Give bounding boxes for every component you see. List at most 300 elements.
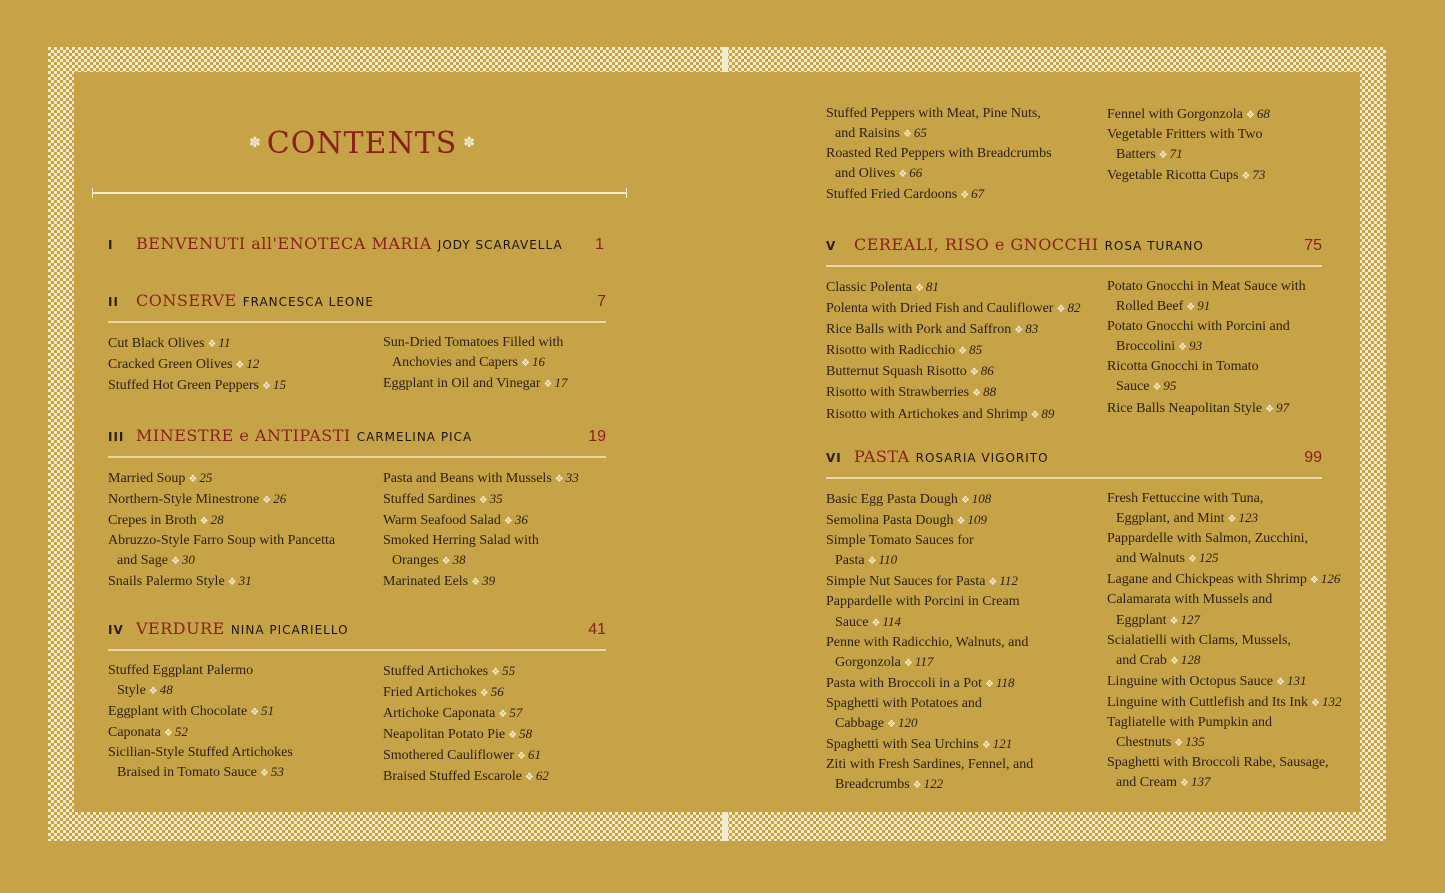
recipe-title-line2: and Crab bbox=[1116, 652, 1167, 668]
recipe-title: Risotto with Strawberries bbox=[826, 385, 970, 401]
recipe-entry[interactable] bbox=[383, 489, 603, 510]
recipe-page: 35 bbox=[489, 491, 503, 507]
recipe-entry[interactable] bbox=[383, 724, 603, 745]
bullet-ornament-icon: ❖ bbox=[517, 751, 526, 763]
recipe-page: 51 bbox=[261, 703, 275, 719]
recipe-entry[interactable] bbox=[826, 755, 1107, 795]
recipe-entry[interactable] bbox=[1107, 277, 1327, 317]
recipe-title-continued bbox=[826, 774, 1107, 795]
bullet-ornament-icon: ❖ bbox=[886, 719, 896, 731]
recipe-page: 61 bbox=[528, 747, 541, 763]
recipe-page: 86 bbox=[980, 363, 994, 379]
recipe-page: 123 bbox=[1238, 510, 1258, 526]
recipe-entry[interactable] bbox=[826, 404, 1107, 425]
recipe-page: 36 bbox=[514, 512, 528, 528]
recipe-title: Braised Stuffed Escarole bbox=[383, 769, 522, 785]
chapter-number: IV bbox=[108, 623, 124, 637]
recipe-title-continued bbox=[1107, 144, 1327, 165]
bullet-ornament-icon: ❖ bbox=[250, 707, 260, 719]
recipe-entry[interactable] bbox=[826, 694, 1107, 734]
recipe-title: Stuffed Fried Cardoons bbox=[826, 187, 958, 203]
recipe-title: Risotto with Radicchio bbox=[826, 343, 956, 359]
bullet-ornament-icon: ❖ bbox=[1014, 325, 1024, 337]
bullet-ornament-icon: ❖ bbox=[1227, 514, 1237, 526]
bullet-ornament-icon: ❖ bbox=[491, 667, 501, 678]
recipe-page: 93 bbox=[1189, 338, 1203, 354]
recipe-entry[interactable] bbox=[826, 184, 1107, 205]
recipe-page: 126 bbox=[1320, 571, 1341, 587]
recipe-page: 95 bbox=[1163, 378, 1177, 394]
recipe-title: Potato Gnocchi in Meat Sauce with bbox=[1107, 279, 1306, 294]
recipe-page: 82 bbox=[1067, 300, 1081, 316]
recipe-title: Pappardelle with Salmon, Zucchini, bbox=[1107, 531, 1309, 547]
recipe-entry[interactable] bbox=[108, 333, 383, 354]
recipe-entry[interactable] bbox=[383, 468, 603, 489]
recipe-entry[interactable] bbox=[108, 375, 383, 396]
leaf-ornament-icon: ✽ bbox=[249, 135, 261, 151]
bullet-ornament-icon: ❖ bbox=[163, 728, 173, 740]
chapter-author: NINA PICARIELLO bbox=[230, 623, 349, 637]
bullet-ornament-icon: ❖ bbox=[1241, 171, 1251, 183]
recipe-page: 135 bbox=[1185, 734, 1205, 750]
recipe-entry[interactable] bbox=[826, 382, 1107, 403]
recipe-entry[interactable] bbox=[826, 298, 1107, 319]
recipe-title-line2: and Cream bbox=[1116, 775, 1178, 791]
chapter-name: CEREALI, RISO e GNOCCHI bbox=[854, 235, 1099, 254]
recipe-entry[interactable] bbox=[1107, 398, 1327, 419]
bullet-ornament-icon: ❖ bbox=[1056, 304, 1066, 316]
bullet-ornament-icon: ❖ bbox=[520, 358, 530, 370]
recipe-title: Artichoke Caponata bbox=[383, 706, 496, 722]
recipe-list-verdure bbox=[108, 661, 603, 788]
recipe-page: 33 bbox=[565, 470, 579, 485]
recipe-title: Linguine with Cuttlefish and Its Ink bbox=[1107, 694, 1309, 710]
recipe-title: Stuffed Hot Green Peppers bbox=[108, 378, 259, 394]
recipe-title: Ziti with Fresh Sardines, Fennel, and bbox=[826, 757, 1034, 773]
recipe-page: 112 bbox=[999, 573, 1018, 589]
recipe-entry[interactable] bbox=[383, 661, 603, 682]
recipe-title: Caponata bbox=[108, 725, 161, 741]
recipe-entry[interactable] bbox=[383, 703, 603, 724]
bullet-ornament-icon: ❖ bbox=[1311, 697, 1320, 709]
bullet-ornament-icon: ❖ bbox=[235, 360, 245, 372]
recipe-title-continued bbox=[1107, 732, 1345, 753]
recipe-title: Pasta and Beans with Mussels bbox=[383, 471, 552, 486]
recipe-entry[interactable] bbox=[1107, 671, 1345, 692]
recipe-title-continued bbox=[1107, 296, 1327, 317]
bullet-ornament-icon: ❖ bbox=[867, 556, 877, 568]
recipe-title-line2: and Walnuts bbox=[1116, 551, 1185, 567]
recipe-page: 120 bbox=[897, 715, 918, 731]
chapter-name: MINESTRE e ANTIPASTI bbox=[136, 426, 351, 445]
bullet-ornament-icon: ❖ bbox=[441, 556, 451, 568]
bullet-ornament-icon: ❖ bbox=[956, 516, 966, 528]
recipe-entry[interactable] bbox=[826, 361, 1107, 382]
recipe-entry[interactable] bbox=[1107, 692, 1345, 713]
recipe-title: Potato Gnocchi with Porcini and bbox=[1107, 319, 1290, 335]
bullet-ornament-icon: ❖ bbox=[199, 516, 209, 528]
recipe-entry[interactable] bbox=[383, 510, 603, 531]
recipe-entry[interactable] bbox=[1107, 713, 1345, 753]
recipe-title: Ricotta Gnocchi in Tomato bbox=[1107, 359, 1259, 375]
recipe-page: 97 bbox=[1276, 399, 1290, 415]
recipe-title-line2: Anchovies and Capers bbox=[392, 355, 518, 371]
recipe-page: 132 bbox=[1322, 693, 1342, 709]
recipe-title: Polenta with Dried Fish and Cauliflower bbox=[826, 301, 1054, 317]
bullet-ornament-icon: ❖ bbox=[170, 556, 180, 568]
recipe-entry[interactable] bbox=[1107, 357, 1327, 397]
chapter-1[interactable] bbox=[108, 234, 604, 256]
recipe-page: 83 bbox=[1025, 321, 1039, 337]
recipe-list-minestre bbox=[108, 468, 603, 593]
chapter-number: I bbox=[108, 238, 114, 252]
bullet-ornament-icon: ❖ bbox=[958, 346, 968, 358]
bullet-ornament-icon: ❖ bbox=[902, 129, 912, 141]
recipe-page: 118 bbox=[995, 674, 1015, 690]
recipe-entry[interactable] bbox=[826, 592, 1107, 632]
recipe-entry[interactable] bbox=[826, 277, 1107, 298]
recipe-title: Rice Balls with Pork and Saffron bbox=[826, 322, 1012, 338]
recipe-entry[interactable] bbox=[108, 489, 383, 510]
chapter-page: 99 bbox=[1304, 449, 1322, 466]
chapter-page: 75 bbox=[1304, 237, 1322, 254]
bullet-ornament-icon: ❖ bbox=[503, 516, 513, 528]
bullet-ornament-icon: ❖ bbox=[148, 686, 158, 698]
recipe-title-continued bbox=[826, 612, 1107, 633]
contents-heading bbox=[249, 118, 475, 168]
chapter-page: 19 bbox=[588, 428, 606, 445]
recipe-entry[interactable] bbox=[1107, 317, 1327, 357]
bullet-ornament-icon: ❖ bbox=[960, 190, 970, 202]
recipe-title-line2: Cabbage bbox=[835, 716, 884, 732]
recipe-entry[interactable] bbox=[1107, 165, 1327, 186]
recipe-title: Northern-Style Minestrone bbox=[108, 492, 260, 508]
recipe-title-continued bbox=[826, 163, 1107, 184]
recipe-entry[interactable] bbox=[383, 682, 603, 703]
recipe-title: Simple Nut Sauces for Pasta bbox=[826, 574, 986, 590]
recipe-title-line2: Broccolini bbox=[1116, 339, 1176, 355]
recipe-title-line2: Braised in Tomato Sauce bbox=[117, 765, 257, 781]
recipe-page: 122 bbox=[923, 776, 944, 792]
bullet-ornament-icon: ❖ bbox=[914, 283, 924, 294]
bullet-ornament-icon: ❖ bbox=[1169, 655, 1179, 667]
recipe-title: Risotto with Artichokes and Shrimp bbox=[826, 406, 1028, 422]
bullet-ornament-icon: ❖ bbox=[1169, 615, 1179, 627]
bullet-ornament-icon: ❖ bbox=[1174, 738, 1184, 750]
recipe-entry[interactable] bbox=[826, 734, 1107, 755]
chapter-rule bbox=[108, 649, 606, 651]
recipe-page: 65 bbox=[913, 125, 927, 141]
recipe-entry[interactable] bbox=[826, 104, 1107, 144]
recipe-title: Pasta with Broccoli in a Pot bbox=[826, 675, 982, 691]
bullet-ornament-icon: ❖ bbox=[912, 780, 922, 792]
recipe-title-line2: Pasta bbox=[835, 553, 865, 569]
gutter-bottom bbox=[722, 812, 728, 841]
chapter-author: ROSA TURANO bbox=[1104, 239, 1204, 253]
recipe-entry[interactable] bbox=[826, 510, 1107, 531]
recipe-page: 26 bbox=[273, 491, 287, 507]
recipe-title: Fried Artichokes bbox=[383, 685, 477, 701]
recipe-page: 128 bbox=[1180, 651, 1201, 667]
recipe-entry[interactable] bbox=[826, 633, 1107, 673]
recipe-page: 109 bbox=[967, 512, 988, 528]
chapter-6[interactable] bbox=[826, 447, 1322, 479]
recipe-page: 11 bbox=[218, 335, 231, 350]
bullet-ornament-icon: ❖ bbox=[524, 772, 534, 784]
recipe-page: 53 bbox=[270, 764, 284, 780]
recipe-title: Rice Balls Neapolitan Style bbox=[1107, 400, 1263, 416]
recipe-page: 16 bbox=[531, 354, 545, 370]
bullet-ornament-icon: ❖ bbox=[871, 617, 881, 629]
recipe-entry[interactable] bbox=[826, 673, 1107, 694]
recipe-title: Penne with Radicchio, Walnuts, and bbox=[826, 634, 1029, 650]
bullet-ornament-icon: ❖ bbox=[262, 381, 271, 393]
recipe-entry[interactable] bbox=[1107, 125, 1327, 165]
chapter-name: VERDURE bbox=[136, 619, 225, 638]
recipe-page: 121 bbox=[992, 736, 1013, 752]
recipe-page: 73 bbox=[1252, 167, 1266, 183]
recipe-page: 117 bbox=[914, 653, 934, 669]
recipe-page: 66 bbox=[909, 165, 923, 181]
recipe-title: Simple Tomato Sauces for bbox=[826, 533, 974, 549]
recipe-title: Sun-Dried Tomatoes Filled with bbox=[383, 335, 564, 350]
recipe-page: 62 bbox=[535, 768, 549, 784]
chapter-4[interactable] bbox=[108, 619, 606, 651]
bullet-ornament-icon: ❖ bbox=[1158, 150, 1168, 162]
chapter-page: 41 bbox=[588, 621, 606, 638]
recipe-page: 38 bbox=[452, 552, 466, 568]
bullet-ornament-icon: ❖ bbox=[543, 379, 553, 391]
recipe-page: 88 bbox=[983, 384, 997, 400]
bullet-ornament-icon: ❖ bbox=[1178, 342, 1188, 354]
title-rule bbox=[92, 192, 627, 194]
recipe-title: Roasted Red Peppers with Breadcrumbs bbox=[826, 146, 1052, 162]
recipe-title-line2: and Olives bbox=[835, 166, 896, 182]
recipe-title-line2: Style bbox=[117, 683, 146, 699]
recipe-title-continued bbox=[1107, 650, 1345, 671]
recipe-page: 89 bbox=[1041, 405, 1055, 421]
recipe-title: Smoked Herring Salad with bbox=[383, 533, 539, 549]
recipe-page: 31 bbox=[238, 573, 252, 589]
recipe-title-line2: Breadcrumbs bbox=[835, 777, 910, 793]
bullet-ornament-icon: ❖ bbox=[898, 169, 908, 181]
recipe-title: Eggplant in Oil and Vinegar bbox=[383, 376, 541, 392]
recipe-title: Spaghetti with Sea Urchins bbox=[826, 737, 979, 753]
recipe-page: 110 bbox=[878, 552, 898, 568]
recipe-title-continued bbox=[826, 550, 1107, 571]
bullet-ornament-icon: ❖ bbox=[1245, 110, 1255, 121]
recipe-entry[interactable] bbox=[826, 571, 1107, 592]
recipe-entry[interactable] bbox=[108, 701, 383, 722]
chapter-author: ROSARIA VIGORITO bbox=[915, 451, 1049, 465]
recipe-title: Smothered Cauliflower bbox=[383, 748, 515, 764]
recipe-page: 25 bbox=[199, 470, 213, 485]
bullet-ornament-icon: ❖ bbox=[259, 768, 269, 780]
recipe-title: Cut Black Olives bbox=[108, 336, 205, 351]
recipe-title: Neapolitan Potato Pie bbox=[383, 727, 506, 743]
recipe-entry[interactable] bbox=[826, 319, 1107, 340]
chapter-author: FRANCESCA LEONE bbox=[242, 295, 374, 309]
recipe-list-verdure-continued bbox=[826, 104, 1327, 205]
recipe-entry[interactable] bbox=[108, 531, 383, 571]
recipe-title: Basic Egg Pasta Dough bbox=[826, 492, 958, 507]
recipe-page: 58 bbox=[519, 726, 533, 742]
recipe-title: Married Soup bbox=[108, 471, 186, 486]
recipe-title-line2: Rolled Beef bbox=[1116, 299, 1184, 315]
recipe-entry[interactable] bbox=[383, 531, 603, 571]
recipe-entry[interactable] bbox=[1107, 104, 1327, 125]
recipe-entry[interactable] bbox=[826, 340, 1107, 361]
bullet-ornament-icon: ❖ bbox=[1309, 575, 1319, 587]
recipe-title: Calamarata with Mussels and bbox=[1107, 592, 1273, 608]
recipe-title-continued bbox=[108, 762, 383, 783]
recipe-title: Stuffed Sardines bbox=[383, 492, 476, 508]
recipe-title: Classic Polenta bbox=[826, 280, 912, 295]
recipe-entry[interactable] bbox=[1107, 569, 1345, 590]
recipe-title: Semolina Pasta Dough bbox=[826, 513, 954, 529]
recipe-page: 56 bbox=[490, 684, 504, 700]
gutter-top bbox=[722, 47, 728, 72]
recipe-entry[interactable] bbox=[383, 571, 603, 592]
recipe-entry[interactable] bbox=[826, 531, 1107, 571]
recipe-page: 39 bbox=[482, 573, 496, 589]
chapter-page: 7 bbox=[597, 293, 606, 310]
recipe-title: Stuffed Eggplant Palermo bbox=[108, 663, 254, 678]
recipe-entry[interactable] bbox=[1107, 590, 1345, 630]
bullet-ornament-icon: ❖ bbox=[972, 388, 982, 400]
recipe-page: 55 bbox=[502, 663, 516, 678]
bullet-ornament-icon: ❖ bbox=[262, 495, 272, 507]
chapter-number: II bbox=[108, 295, 119, 309]
recipe-title-line2: Sauce bbox=[1116, 379, 1150, 395]
bullet-ornament-icon: ❖ bbox=[1265, 403, 1275, 415]
recipe-title: Butternut Squash Risotto bbox=[826, 364, 967, 380]
recipe-title-line2: Eggplant, and Mint bbox=[1116, 511, 1225, 527]
recipe-title-line2: Gorgonzola bbox=[835, 654, 901, 670]
recipe-entry[interactable] bbox=[108, 354, 383, 375]
recipe-title-line2: and Raisins bbox=[835, 126, 900, 142]
recipe-entry[interactable] bbox=[1107, 489, 1345, 529]
recipe-title-continued bbox=[108, 680, 383, 701]
recipe-title-continued bbox=[383, 550, 603, 571]
recipe-entry[interactable] bbox=[108, 661, 383, 701]
bullet-ornament-icon: ❖ bbox=[188, 474, 198, 485]
recipe-entry[interactable] bbox=[383, 333, 603, 373]
recipe-title-continued bbox=[383, 352, 603, 373]
recipe-page: 68 bbox=[1256, 106, 1270, 121]
recipe-page: 71 bbox=[1169, 146, 1183, 162]
bullet-ornament-icon: ❖ bbox=[471, 577, 481, 589]
recipe-entry[interactable] bbox=[108, 722, 383, 743]
chapter-number: III bbox=[108, 430, 125, 444]
recipe-list-pasta bbox=[826, 489, 1345, 795]
recipe-entry[interactable] bbox=[383, 766, 603, 787]
chapter-3[interactable] bbox=[108, 426, 606, 458]
recipe-entry[interactable] bbox=[383, 745, 603, 766]
bullet-ornament-icon: ❖ bbox=[498, 709, 508, 721]
recipe-title: Fennel with Gorgonzola bbox=[1107, 107, 1243, 122]
recipe-list-conserve bbox=[108, 333, 603, 396]
recipe-title: Cracked Green Olives bbox=[108, 357, 233, 373]
recipe-entry[interactable] bbox=[1107, 529, 1345, 569]
recipe-title-continued bbox=[1107, 772, 1345, 793]
recipe-entry[interactable] bbox=[1107, 753, 1345, 793]
bullet-ornament-icon: ❖ bbox=[969, 367, 979, 379]
recipe-title-continued bbox=[1107, 336, 1327, 357]
chapter-author: JODY SCARAVELLA bbox=[437, 238, 563, 252]
page-title: CONTENTS bbox=[266, 125, 458, 161]
recipe-title: Spaghetti with Potatoes and bbox=[826, 695, 982, 711]
bullet-ornament-icon: ❖ bbox=[227, 577, 237, 589]
bullet-ornament-icon: ❖ bbox=[1188, 554, 1197, 566]
recipe-title-line2: Oranges bbox=[392, 553, 439, 569]
recipe-title: Scialatielli with Clams, Mussels, bbox=[1107, 632, 1291, 648]
recipe-list-cereali bbox=[826, 277, 1327, 425]
recipe-page: 28 bbox=[210, 512, 224, 528]
chapter-2[interactable] bbox=[108, 291, 606, 323]
recipe-title: Abruzzo-Style Farro Soup with Pancetta bbox=[108, 533, 336, 549]
chapter-rule bbox=[826, 265, 1322, 267]
recipe-entry[interactable] bbox=[108, 743, 383, 783]
bullet-ornament-icon: ❖ bbox=[1180, 778, 1189, 790]
chapter-5[interactable] bbox=[826, 235, 1322, 267]
recipe-title-line2: and Sage bbox=[117, 553, 168, 569]
chapter-name: BENVENUTI all'ENOTECA MARIA bbox=[136, 234, 432, 253]
recipe-title-line2: Eggplant bbox=[1116, 612, 1167, 628]
recipe-title: Marinated Eels bbox=[383, 574, 469, 590]
chapter-number: V bbox=[826, 239, 837, 253]
bullet-ornament-icon: ❖ bbox=[903, 657, 913, 669]
recipe-title: Linguine with Octopus Sauce bbox=[1107, 673, 1274, 689]
bullet-ornament-icon: ❖ bbox=[988, 577, 998, 589]
recipe-page: 48 bbox=[159, 682, 173, 698]
recipe-entry[interactable] bbox=[108, 571, 383, 592]
recipe-page: 125 bbox=[1198, 550, 1219, 566]
recipe-entry[interactable] bbox=[826, 144, 1107, 184]
chapter-author: CARMELINA PICA bbox=[356, 430, 473, 444]
recipe-entry[interactable] bbox=[383, 373, 603, 394]
recipe-title-line2: Chestnuts bbox=[1116, 735, 1172, 751]
bullet-ornament-icon: ❖ bbox=[1030, 409, 1040, 421]
recipe-title-continued bbox=[1107, 610, 1345, 631]
bullet-ornament-icon: ❖ bbox=[554, 474, 564, 485]
recipe-title-continued bbox=[826, 123, 1107, 144]
recipe-title: Lagane and Chickpeas with Shrimp bbox=[1107, 572, 1307, 588]
recipe-page: 52 bbox=[174, 724, 188, 740]
recipe-title: Stuffed Peppers with Meat, Pine Nuts, bbox=[826, 106, 1041, 121]
recipe-page: 57 bbox=[509, 705, 523, 721]
bullet-ornament-icon: ❖ bbox=[1186, 302, 1196, 314]
recipe-entry[interactable] bbox=[108, 510, 383, 531]
recipe-title: Crepes in Broth bbox=[108, 513, 197, 529]
recipe-title: Warm Seafood Salad bbox=[383, 513, 501, 529]
chapter-name: PASTA bbox=[854, 447, 910, 466]
recipe-entry[interactable] bbox=[826, 489, 1107, 510]
recipe-entry[interactable] bbox=[1107, 631, 1345, 671]
bullet-ornament-icon: ❖ bbox=[984, 678, 994, 690]
chapter-rule bbox=[826, 477, 1322, 479]
recipe-title: Eggplant with Chocolate bbox=[108, 704, 248, 720]
recipe-page: 81 bbox=[925, 279, 939, 294]
recipe-title: Spaghetti with Broccoli Rabe, Sausage, bbox=[1107, 755, 1329, 771]
bullet-ornament-icon: ❖ bbox=[960, 495, 970, 506]
bullet-ornament-icon: ❖ bbox=[1152, 382, 1162, 394]
recipe-entry[interactable] bbox=[108, 468, 383, 489]
recipe-title: Pappardelle with Porcini in Cream bbox=[826, 594, 1020, 610]
recipe-page: 67 bbox=[971, 186, 985, 202]
recipe-page: 108 bbox=[971, 491, 992, 506]
chapter-number: VI bbox=[826, 451, 842, 465]
